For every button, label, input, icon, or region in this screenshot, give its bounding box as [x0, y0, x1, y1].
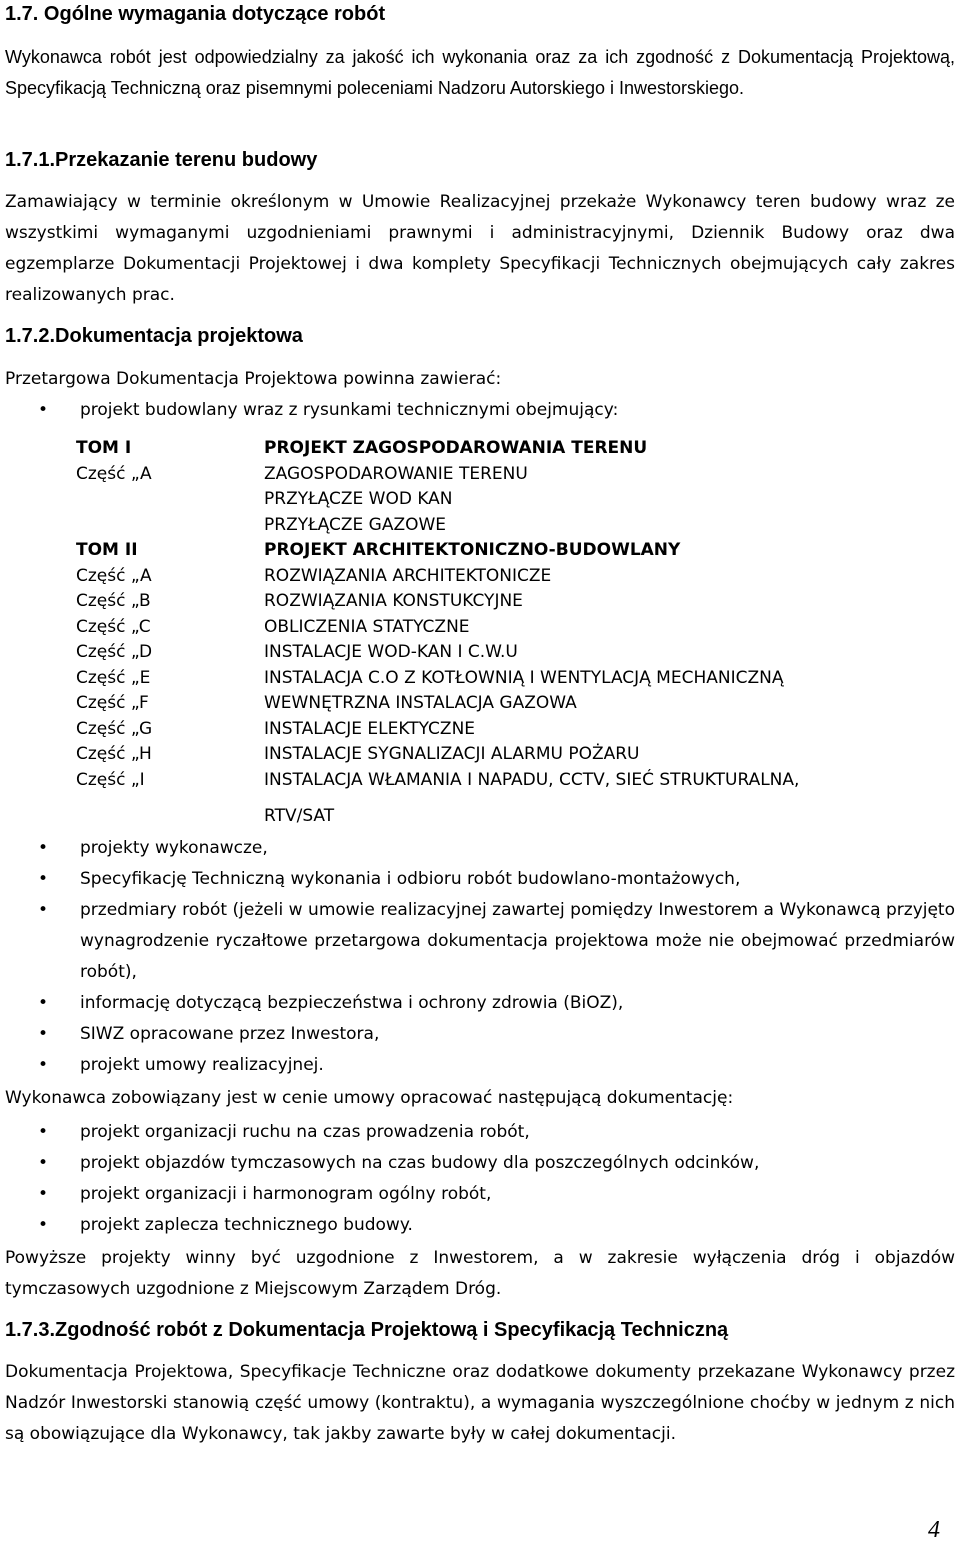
part-title: ZAGOSPODAROWANIE TERENU: [264, 463, 528, 484]
table-row: [76, 615, 956, 641]
list-item: • projekt zaplecza technicznego budowy.: [5, 1210, 955, 1241]
bullet-list-contractor: [5, 1117, 955, 1241]
list-item: • projekty wykonawcze,: [5, 833, 955, 864]
part-title: INSTALACJA C.O Z KOTŁOWNIĄ I WENTYLACJĄ MECHANICZNĄ: [264, 667, 784, 688]
table-row: [76, 717, 956, 743]
bullet-list-first: [5, 395, 955, 426]
table-row: [76, 691, 956, 717]
list-item: • projekt budowlany wraz z rysunkami technicznymi obejmujący:: [5, 395, 955, 426]
section-heading-1-7-2: 1.7.2.Dokumentacja projektowa: [5, 325, 303, 347]
volume-title: PROJEKT ARCHITEKTONICZNO-BUDOWLANY: [264, 540, 681, 560]
part-title: WEWNĘTRZNA INSTALACJA GAZOWA: [264, 693, 577, 713]
part-label: Część „I: [76, 769, 145, 790]
table-row: [76, 640, 956, 666]
list-item: • Specyfikację Techniczną wykonania i odbioru robót budowlano-montażowych,: [5, 864, 955, 895]
volume-title: PROJEKT ZAGOSPODAROWANIA TERENU: [264, 438, 648, 458]
table-row: [76, 538, 956, 564]
part-label: Część „C: [76, 616, 151, 637]
part-label: [76, 513, 264, 539]
list-item: • projekt organizacji ruchu na czas prowadzenia robót,: [5, 1117, 955, 1148]
list-item: • projekt organizacji i harmonogram ogólny robót,: [5, 1179, 955, 1210]
table-row: [76, 666, 956, 692]
volume-label: TOM I: [76, 438, 132, 458]
part-label: Część „E: [76, 667, 151, 688]
closing-paragraph: Powyższe projekty winny być uzgodnione z Inwestorem, a w zakresie wyłączenia dróg i objazdów tymczasowych uzgodnione z Miejscowym Zarządem Dróg.: [5, 1248, 955, 1299]
section-1-7-3-text: Dokumentacja Projektowa, Specyfikacje Techniczne oraz dodatkowe dokumenty przekazane Wykonawcy przez Nadzór Inwestorski stanowią część umowy (kontraktu), a wymagania wyszczególnione choćby w jednym z nich są obowiązujące dla Wykonawcy, tak jakby zawarte były w całej dokumentacji.: [5, 1362, 955, 1444]
section-heading-1-7-1: 1.7.1.Przekazanie terenu budowy: [5, 149, 318, 171]
part-title: INSTALACJE ELEKTYCZNE: [264, 718, 476, 739]
part-title: PRZYŁĄCZE GAZOWE: [264, 514, 447, 535]
part-title: INSTALACJE WOD-KAN I C.W.U: [264, 642, 518, 662]
part-title: OBLICZENIA STATYCZNE: [264, 616, 470, 637]
part-title: PRZYŁĄCZE WOD KAN: [264, 489, 453, 509]
list-item: • projekt objazdów tymczasowych na czas budowy dla poszczególnych odcinków,: [5, 1148, 955, 1179]
section-heading-1-7-3: 1.7.3.Zgodność robót z Dokumentacja Projektową i Specyfikacją Techniczną: [5, 1319, 729, 1341]
list-item: • informację dotyczącą bezpieczeństwa i ochrony zdrowia (BiOZ),: [5, 988, 955, 1019]
section-1-7-2-lead: Przetargowa Dokumentacja Projektowa powinna zawierać:: [5, 369, 502, 389]
part-label: [76, 487, 264, 513]
page-number: 4: [928, 1517, 940, 1543]
volume-table: [76, 436, 956, 793]
part-label: Część „G: [76, 718, 153, 739]
volume-label: TOM II: [76, 540, 138, 560]
list-item: • SIWZ opracowane przez Inwestora,: [5, 1019, 955, 1050]
list-item: • projekt umowy realizacyjnej.: [5, 1050, 955, 1081]
table-row: [76, 436, 956, 462]
section-1-7-1-text: Zamawiający w terminie określonym w Umowie Realizacyjnej przekaże Wykonawcy teren budowy wraz ze wszystkimi wymaganymi uzgodnieniami prawnymi i administracyjnymi, Dziennik Budowy oraz dwa egzemplarze Dokumentacji Projektowej i dwa komplety Specyfikacji Technicznych obejmujących cały zakres realizowanych prac.: [5, 192, 955, 305]
toc-continuation: RTV/SAT: [264, 806, 335, 826]
table-row: [76, 742, 956, 768]
part-label: Część „B: [76, 591, 151, 611]
table-row: [76, 768, 956, 794]
part-title: ROZWIĄZANIA ARCHITEKTONICZE: [264, 565, 552, 586]
part-label: Część „H: [76, 744, 152, 764]
part-label: Część „A: [76, 463, 152, 484]
section-1-7-intro: Wykonawca robót jest odpowiedzialny za jakość ich wykonania oraz za ich zgodność z Dokumentacją Projektową, Specyfikacją Techniczną oraz pisemnymi poleceniami Nadzoru Autorskiego i Inwestorskiego.: [5, 47, 955, 98]
bullet-list-documentation: [5, 833, 955, 1081]
section-heading-1-7: 1.7. Ogólne wymagania dotyczące robót: [5, 3, 386, 25]
contractor-lead: Wykonawca zobowiązany jest w cenie umowy opracować następującą dokumentację:: [5, 1088, 734, 1108]
part-label: Część „F: [76, 693, 149, 713]
part-label: Część „D: [76, 642, 153, 662]
part-title: INSTALACJA WŁAMANIA I NAPADU, CCTV, SIEĆ STRUKTURALNA,: [264, 769, 800, 790]
table-row: [76, 487, 956, 513]
part-title: INSTALACJE SYGNALIZACJI ALARMU POŻARU: [264, 744, 640, 764]
list-item: • przedmiary robót (jeżeli w umowie realizacyjnej zawartej pomiędzy Inwestorem a Wykonawcą przyjęto wynagrodzenie ryczałtowe przetargowa dokumentacja projektowa może nie obejmować przedmiarów robót),: [5, 895, 955, 988]
table-row: [76, 513, 956, 539]
part-title: ROZWIĄZANIA KONSTUKCYJNE: [264, 591, 523, 611]
table-row: [76, 589, 956, 615]
part-label: Część „A: [76, 565, 152, 586]
table-row: [76, 462, 956, 488]
table-row: [76, 564, 956, 590]
